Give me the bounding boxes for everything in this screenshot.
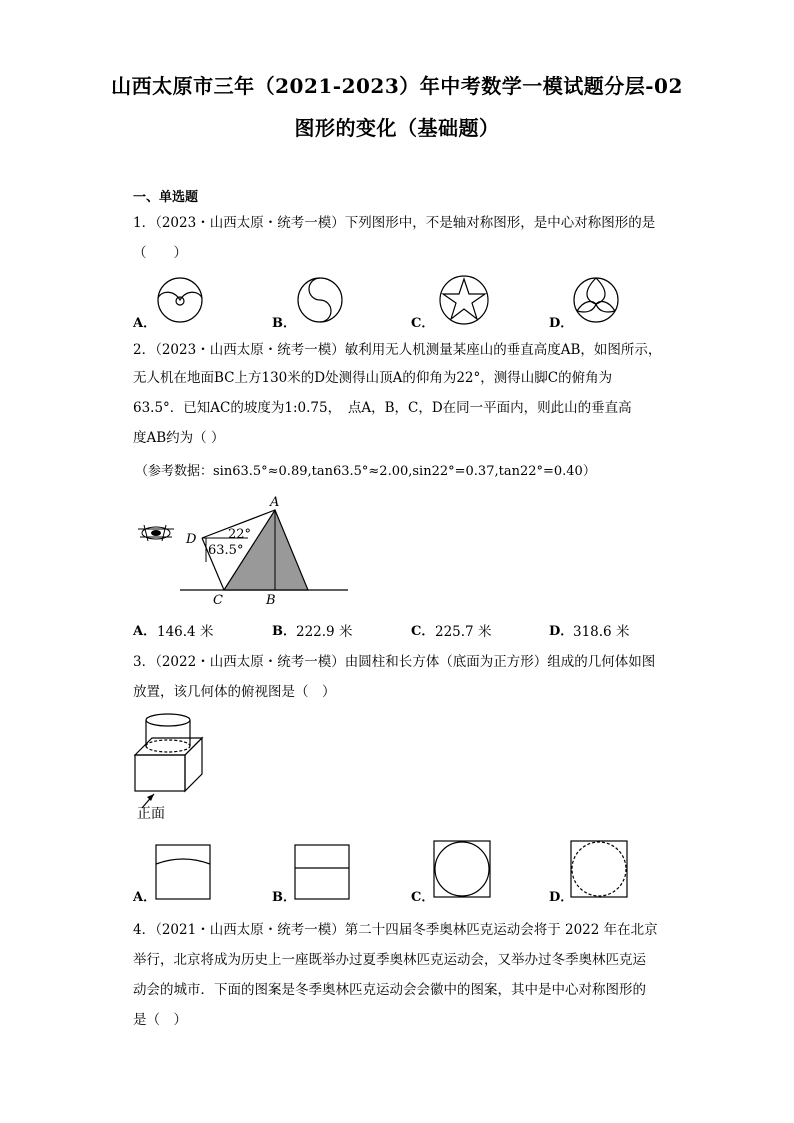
q3-stem-line1: 3．（2022・山西太原・统考一模）由圆柱和长方体（底面为正方形）组成的几何体如图 bbox=[133, 654, 656, 670]
q3-option-d-label[interactable]: D． bbox=[549, 890, 574, 905]
page-subtitle: 图形的变化（基础题） bbox=[294, 116, 500, 140]
drone-icon bbox=[138, 525, 174, 541]
q2-option-d-label[interactable]: D． bbox=[549, 624, 574, 639]
q4-stem-line1: 4．（2021・山西太原・统考一模）第二十四届冬季奥林匹克运动会将于 2022 年在北京 bbox=[133, 922, 658, 938]
q1-option-a-label[interactable]: A． bbox=[133, 316, 157, 331]
q3-figure-b bbox=[294, 844, 350, 900]
q2-stem-line4: 度AB约为（ ） bbox=[133, 430, 225, 446]
q3-figure-a bbox=[155, 844, 211, 900]
point-c-label: C bbox=[213, 593, 223, 608]
q2-stem-line1: 2．（2023・山西太原・统考一模）敏利用无人机测量某座山的垂直高度AB，如图所示， bbox=[133, 342, 662, 358]
q2-option-b-text[interactable]: 222.9 米 bbox=[296, 624, 353, 640]
q2-option-a-label[interactable]: A． bbox=[133, 624, 157, 639]
q1-stem-line2: （ ） bbox=[133, 245, 187, 261]
q4-stem-line3: 动会的城市．下面的图案是冬季奥林匹克运动会会徽中的图案，其中是中心对称图形的 bbox=[133, 982, 646, 998]
q1-option-d-label[interactable]: D． bbox=[549, 316, 574, 331]
q2-option-a-text[interactable]: 146.4 米 bbox=[157, 624, 214, 640]
q3-option-b-label[interactable]: B． bbox=[272, 890, 296, 905]
q2-option-d-text[interactable]: 318.6 米 bbox=[573, 624, 630, 640]
q2-option-b-label[interactable]: B． bbox=[272, 624, 296, 639]
q1-figure-a bbox=[156, 276, 204, 324]
section-heading: 一、单选题 bbox=[133, 190, 199, 205]
q3-option-c-label[interactable]: C． bbox=[411, 890, 435, 905]
point-a-label: A bbox=[270, 495, 280, 510]
q2-reference-data: （参考数据：sin63.5°≈0.89,tan63.5°≈2.00,sin22°=0.37,tan22°=0.40） bbox=[135, 464, 596, 479]
angle-22-label: 22° bbox=[228, 527, 252, 542]
q3-stem-line2: 放置，该几何体的俯视图是（ ） bbox=[133, 684, 336, 700]
q1-option-c-label[interactable]: C． bbox=[411, 316, 435, 331]
q2-stem-line2: 无人机在地面BC上方130米的D处测得山顶A的仰角为22°，测得山脚C的俯角为 bbox=[133, 370, 613, 386]
q1-figure-d bbox=[572, 276, 620, 324]
q2-stem-line3: 63.5°．已知AC的坡度为1:0.75， 点A，B，C，D在同一平面内，则此山的垂直高 bbox=[133, 400, 632, 416]
point-d-label: D bbox=[186, 532, 197, 547]
q3-option-a-label[interactable]: A． bbox=[133, 890, 157, 905]
q3-figure-d bbox=[570, 840, 628, 898]
q4-stem-line2: 举行，北京将成为历史上一座既举办过夏季奥林匹克运动会，又举办过冬季奥林匹克运 bbox=[133, 952, 646, 968]
point-b-label: B bbox=[266, 593, 276, 608]
q2-figure bbox=[130, 492, 360, 607]
q4-stem-line4: 是（ ） bbox=[133, 1012, 187, 1028]
q1-option-b-label[interactable]: B． bbox=[272, 316, 296, 331]
page-title: 山西太原市三年（2021-2023）年中考数学一模试题分层-02 bbox=[111, 74, 683, 98]
q1-figure-c bbox=[438, 274, 490, 326]
q2-option-c-label[interactable]: C． bbox=[411, 624, 435, 639]
q1-figure-b bbox=[296, 276, 344, 324]
q1-stem-line1: 1．（2023・山西太原・统考一模）下列图形中，不是轴对称图形，是中心对称图形的是 bbox=[133, 215, 656, 231]
front-view-label: 正面 bbox=[137, 806, 165, 822]
angle-63-label: 63.5° bbox=[208, 543, 244, 558]
q2-option-c-text[interactable]: 225.7 米 bbox=[435, 624, 492, 640]
q3-figure-c bbox=[433, 840, 491, 898]
